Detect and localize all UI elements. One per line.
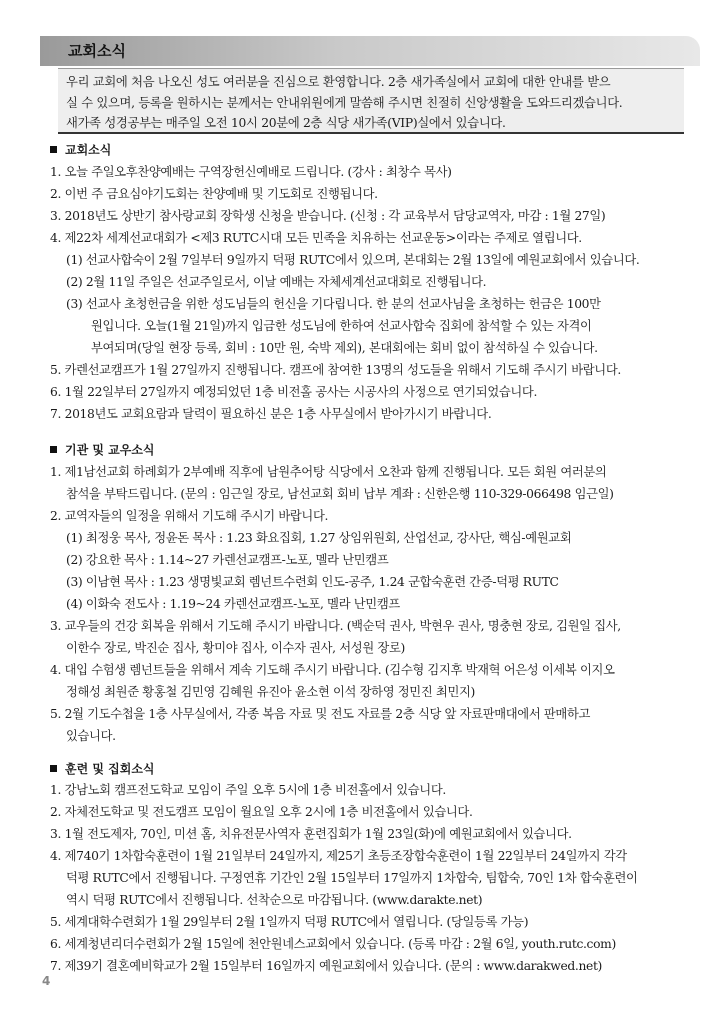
list-item: (3) 선교사 초청헌금을 위한 성도님들의 헌신을 기다립니다. 한 분의 선교사님을 초청하는 헌금은 100만 [66, 297, 601, 311]
list-item: 6. 세계청년리더수련회가 2월 15일에 천안원네스교회에서 있습니다. (등록 마감 : 2월 6일, youth.rutc.com) [50, 937, 616, 951]
list-item: 4. 제22차 세계선교대회가 <제3 RUTC시대 모든 민족을 치유하는 선교운동>이라는 주제로 열립니다. [50, 231, 582, 245]
list-item: (3) 이남현 목사 : 1.23 생명빛교회 렘넌트수련회 인도-공주, 1.24 군합숙훈련 간증-덕평 RUTC [66, 575, 559, 589]
list-item: 원입니다. 오늘(1월 21일)까지 입금한 성도님에 한하여 선교사합숙 집회에 참석할 수 있는 자격이 [91, 319, 592, 333]
welcome-box [58, 68, 684, 134]
list-item: 2. 자체전도학교 및 전도캠프 모임이 월요일 오후 2시에 1층 비전홀에서 있습니다. [50, 805, 473, 819]
page-title: 교회소식 [68, 42, 126, 60]
section-title-organization-news [50, 441, 155, 459]
list-item: 정해성 최원준 황홍철 김민영 김혜원 유진아 윤소현 이석 장하영 정민진 최민지) [66, 685, 475, 699]
square-bullet-icon [50, 446, 57, 453]
list-item: 5. 2월 기도수첩을 1층 사무실에서, 각종 복음 자료 및 전도 자료를 2층 식당 앞 자료판매대에서 판매하고 [50, 707, 591, 721]
list-item: 4. 대입 수험생 렘넌트들을 위해서 계속 기도해 주시기 바랍니다. (김수형 김지후 박재혁 어은성 이세복 이지오 [50, 663, 615, 677]
list-item: 2. 이번 주 금요심야기도회는 찬양예배 및 기도회로 진행됩니다. [50, 187, 378, 201]
list-item: 7. 2018년도 교회요람과 달력이 필요하신 분은 1층 사무실에서 받아가시기 바랍니다. [50, 407, 492, 421]
square-bullet-icon [50, 765, 57, 772]
list-item: 5. 카렌선교캠프가 1월 27일까지 진행됩니다. 캠프에 참여한 13명의 성도들을 위해서 기도해 주시기 바랍니다. [50, 363, 621, 377]
list-item: 참석을 부탁드립니다. (문의 : 임근일 장로, 남선교회 회비 납부 계좌 : 신한은행 110-329-066498 임근일) [66, 487, 614, 501]
list-item: 5. 세계대학수련회가 1월 29일부터 2월 1일까지 덕평 RUTC에서 열립니다. (당일등록 가능) [50, 915, 529, 929]
list-item: (4) 이화숙 전도사 : 1.19~24 카렌선교캠프-노포, 멜라 난민캠프 [66, 597, 400, 611]
list-item: (1) 최정웅 목사, 정윤돈 목사 : 1.23 화요집회, 1.27 상임위원회, 산업선교, 강사단, 핵심-예원교회 [66, 531, 572, 545]
list-item: 역시 덕평 RUTC에서 진행됩니다. 선착순으로 마감됩니다. (www.darakte.net) [66, 893, 483, 907]
welcome-line: 실 수 있으며, 등록을 원하시는 분께서는 안내위원에게 말씀해 주시면 친절히 신앙생활을 도와드리겠습니다. [66, 95, 623, 110]
list-item: 3. 2018년도 상반기 참사랑교회 장학생 신청을 받습니다. (신청 : 각 교육부서 담당교역자, 마감 : 1월 27일) [50, 209, 606, 223]
section-title-text: 기관 및 교우소식 [65, 443, 155, 457]
list-item: 1. 강남노회 캠프전도학교 모임이 주일 오후 5시에 1층 비전홀에서 있습니다. [50, 783, 446, 797]
welcome-line: 새가족 성경공부는 매주일 오전 10시 20분에 2층 식당 새가족(VIP)실에서 있습니다. [66, 116, 506, 130]
section-title-text: 교회소식 [65, 143, 112, 157]
list-item: 7. 제39기 결혼예비학교가 2월 15일부터 16일까지 예원교회에서 있습니다. (문의 : www.darakwed.net) [50, 959, 603, 973]
section-title-training-news [50, 760, 155, 778]
list-item: (1) 선교사합숙이 2월 7일부터 9일까지 덕평 RUTC에서 있으며, 본대회는 2월 13일에 예원교회에서 있습니다. [66, 253, 640, 267]
section-title-church-news [50, 141, 111, 159]
square-bullet-icon [50, 146, 57, 153]
list-item: 덕평 RUTC에서 진행됩니다. 구정연휴 기간인 2월 15일부터 17일까지 1차합숙, 팀합숙, 70인 1차 합숙훈련이 [66, 871, 638, 885]
list-item: 4. 제740기 1차합숙훈련이 1월 21일부터 24일까지, 제25기 초등조장합숙훈련이 1월 22일부터 24일까지 각각 [50, 849, 627, 863]
list-item: 6. 1월 22일부터 27일까지 예정되었던 1층 비전홀 공사는 시공사의 사정으로 연기되었습니다. [50, 385, 538, 399]
list-item: (2) 강요한 목사 : 1.14~27 카렌선교캠프-노포, 멜라 난민캠프 [66, 553, 389, 567]
page-number: 4 [42, 974, 51, 988]
list-item: 부여되며(당일 현장 등록, 회비 : 10만 원, 숙박 제외), 본대회에는 회비 없이 참석하실 수 있습니다. [91, 341, 598, 355]
list-item: 3. 교우들의 건강 회복을 위해서 기도해 주시기 바랍니다. (백순덕 권사, 박현우 권사, 명충현 장로, 김원일 집사, [50, 619, 621, 633]
list-item: 1. 제1남선교회 하례회가 2부예배 직후에 남원추어탕 식당에서 오찬과 함께 진행됩니다. 모든 회원 여러분의 [50, 465, 607, 479]
list-item: 이한수 장로, 박진순 집사, 황미야 집사, 이수자 권사, 서성원 장로) [66, 641, 405, 655]
list-item: 있습니다. [66, 729, 116, 743]
list-item: 3. 1월 전도제자, 70인, 미션 홈, 치유전문사역자 훈련집회가 1월 23일(화)에 예원교회에서 있습니다. [50, 827, 572, 841]
list-item: 1. 오늘 주일오후찬양예배는 구역장헌신예배로 드립니다. (강사 : 최창수 목사) [50, 165, 452, 179]
list-item: 2. 교역자들의 일정을 위해서 기도해 주시기 바랍니다. [50, 509, 329, 523]
header-band [40, 36, 700, 66]
section-title-text: 훈련 및 집회소식 [65, 762, 155, 776]
welcome-line: 우리 교회에 처음 나오신 성도 여러분을 진심으로 환영합니다. 2층 새가족실에서 교회에 대한 안내를 받으 [66, 75, 611, 89]
list-item: (2) 2월 11일 주일은 선교주일로서, 이날 예배는 자체세계선교대회로 진행됩니다. [66, 275, 487, 289]
